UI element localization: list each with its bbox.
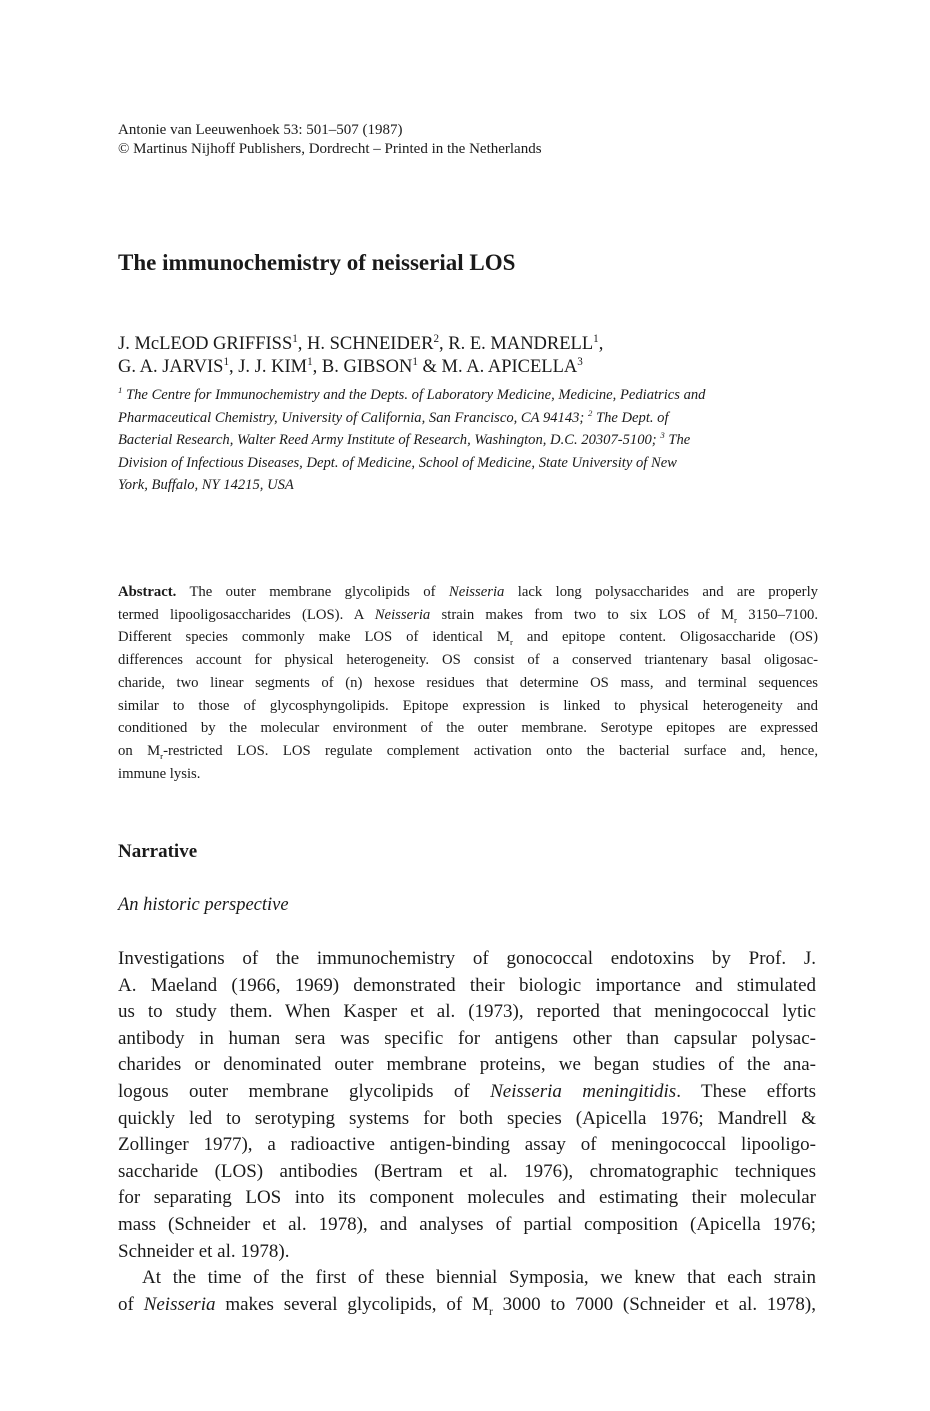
body-line: Investigations of the immunochemistry of gonococcal endotoxins by Prof. J. <box>118 948 816 969</box>
body-line: logous outer membrane glycolipids of Neisseria meningitidis. These efforts <box>118 1080 816 1102</box>
body-line: A. Maeland (1966, 1969) demonstrated their biologic importance and stimulated <box>118 974 816 996</box>
journal-citation <box>118 121 542 159</box>
abstract-line: on $M_r$-restricted LOS. LOS regulate complement activation onto the bacterial surface and, hence, <box>118 742 818 761</box>
journal-line: Antonie van Leeuwenhoek 53: 501–507 (1987) <box>118 122 403 138</box>
affiliation-line: Division of Infectious Diseases, Dept. of Medicine, School of Medicine, State University of New <box>118 454 677 471</box>
body-line: At the time of the first of these biennial Symposia, we knew that each strain <box>142 1267 816 1289</box>
abstract-line: charide, two linear segments of (n) hexose residues that determine OS mass, and terminal sequences <box>118 674 818 691</box>
body-line: saccharide (LOS) antibodies (Bertram et al. 1976), chromatographic techniques <box>118 1160 816 1182</box>
subsection-heading: An historic perspective <box>118 895 289 915</box>
abstract-line: conditioned by the molecular environment of the outer membrane. Serotype epitopes are expressed <box>118 720 818 737</box>
author-list <box>118 333 603 379</box>
affiliations <box>118 384 818 497</box>
abstract-line: Abstract. The outer membrane glycolipids of Neisseria lack long polysaccharides and are properly <box>118 584 818 600</box>
body-line: charides or denominated outer membrane proteins, we began studies of the ana- <box>118 1054 816 1076</box>
body-line: Schneider et al. 1978). <box>118 1240 290 1262</box>
body-line: mass (Schneider et al. 1978), and analyses of partial composition (Apicella 1976; <box>118 1213 816 1235</box>
affiliation-line: $^1$ The Centre for Immunochemistry and the Depts. of Laboratory Medicine, Medicine, Pediatrics and <box>118 385 706 403</box>
affiliation-line: Bacterial Research, Walter Reed Army Institute of Research, Washington, D.C. 20307-5100; $^3$ The <box>118 430 691 449</box>
author-line-1: J. McLEOD GRIFFISS$^1$, H. SCHNEIDER$^2$, R. E. MANDRELL$^1$, <box>118 332 604 354</box>
affiliation-line: Pharmaceutical Chemistry, University of California, San Francisco, CA 94143; $^2$ The Dept. of <box>118 407 669 426</box>
body-line: Zollinger 1977), a radioactive antigen-binding assay of meningococcal lipooligo- <box>118 1134 816 1156</box>
abstract-line: immune lysis. <box>118 765 201 782</box>
abstract-line: Different species commonly make LOS of identical $M_r$ and epitope content. Oligosaccharide (OS) <box>118 629 818 648</box>
abstract-line: similar to those of glycosphyngolipids. Epitope expression is linked to physical heterogeneity and <box>118 697 818 714</box>
affiliation-line: York, Buffalo, NY 14215, USA <box>118 477 294 494</box>
author-line-2: G. A. JARVIS$^1$, J. J. KIM$^1$, B. GIBSON$^1$ & M. A. APICELLA$^3$ <box>118 355 583 377</box>
body-line: for separating LOS into its component molecules and estimating their molecular <box>118 1187 816 1209</box>
body-text <box>118 946 816 1318</box>
body-line: of Neisseria makes several glycolipids, of $M_r$ 3000 to 7000 (Schneider et al. 1978), <box>118 1293 816 1318</box>
article-title: The immunochemistry of neisserial LOS <box>118 250 516 275</box>
publisher-line: © Martinus Nijhoff Publishers, Dordrecht – Printed in the Netherlands <box>118 141 542 157</box>
abstract-line: differences account for physical heterogeneity. OS consist of a conserved triantenary basal oligosac- <box>118 652 818 669</box>
abstract-line: termed lipooligosaccharides (LOS). A Neisseria strain makes from two to six LOS of $M_r$ 3150–7100. <box>118 606 819 625</box>
body-line: quickly led to serotyping systems for both species (Apicella 1976; Mandrell & <box>118 1107 816 1129</box>
section-heading: Narrative <box>118 841 198 862</box>
abstract <box>118 581 818 785</box>
body-line: antibody in human sera was specific for antigens other than capsular polysac- <box>118 1027 816 1049</box>
body-line: us to study them. When Kasper et al. (1973), reported that meningococcal lytic <box>118 1001 816 1023</box>
